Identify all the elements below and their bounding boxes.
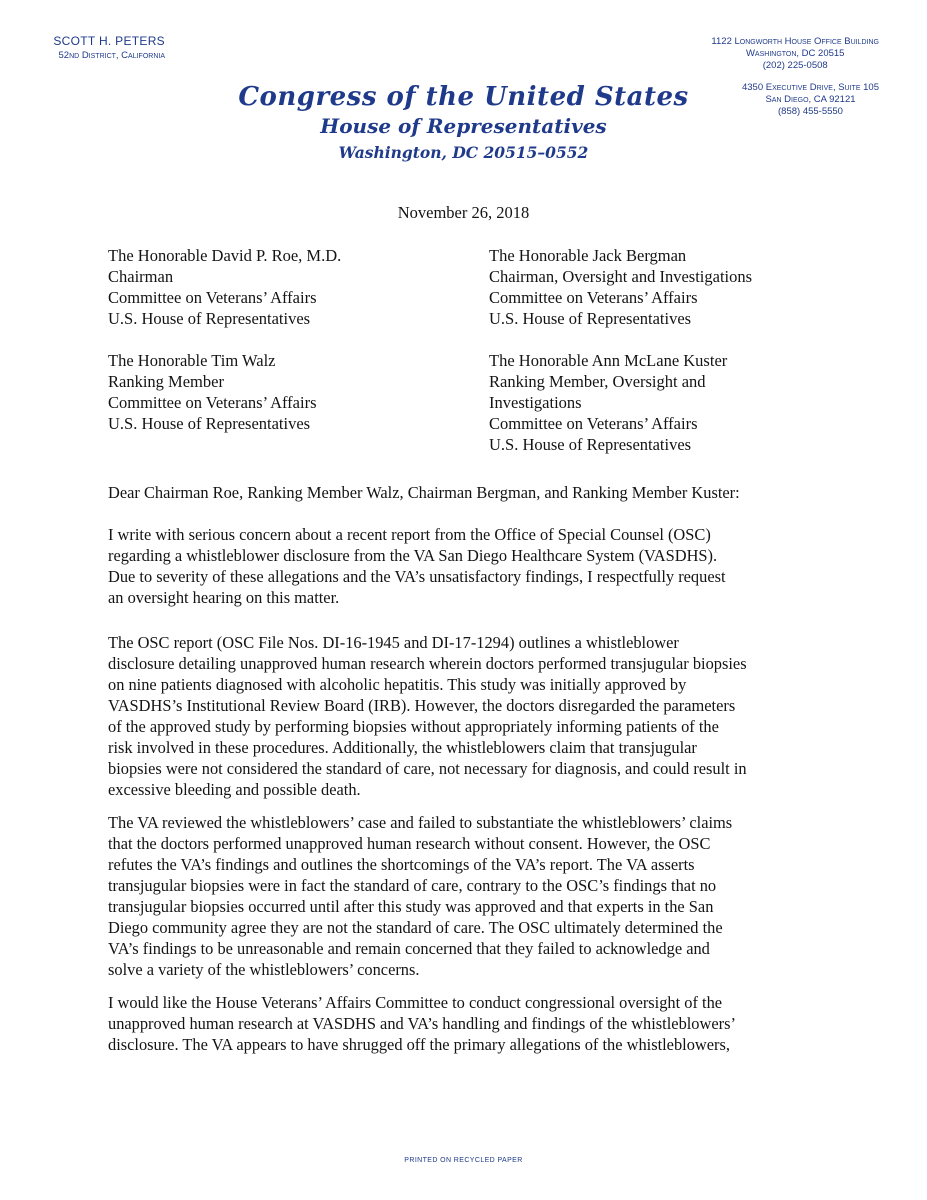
paragraph-line: risk involved in these procedures. Additionally, the whistleblowers claim that transjugular — [108, 738, 697, 757]
addressee-line: Ranking Member, Oversight and — [489, 372, 706, 391]
addressee-kuster — [489, 350, 727, 455]
letterhead-congress: Congress of the United States — [238, 82, 689, 112]
addressee-line: Investigations — [489, 393, 582, 412]
member-name: SCOTT H. PETERS — [53, 34, 165, 48]
letterhead-city: Washington, DC 20515–0552 — [338, 143, 589, 162]
dc-office-line: 1122 Longworth House Office Building — [711, 36, 879, 47]
dc-office-address — [711, 36, 879, 72]
addressee-line: U.S. House of Representatives — [108, 309, 311, 328]
paragraph-line: regarding a whistleblower disclosure from the VA San Diego Healthcare System (VASDHS). — [108, 546, 718, 565]
paragraph-line: refutes the VA’s findings and outlines the shortcomings of the VA’s report. The VA asserts — [108, 855, 695, 874]
paragraph-line: transjugular biopsies were in fact the standard of care, contrary to the OSC’s findings that no — [108, 876, 717, 895]
addressee-line: Committee on Veterans’ Affairs — [108, 393, 317, 412]
addressee-bergman — [489, 245, 752, 329]
paragraph-line: I would like the House Veterans’ Affairs Committee to conduct congressional oversight of the — [108, 993, 723, 1012]
paragraph-line: that the doctors performed unapproved human research without consent. However, the OSC — [108, 834, 711, 853]
letterhead — [0, 82, 927, 162]
paragraph-line: unapproved human research at VASDHS and VA’s handling and findings of the whistleblowers’ — [108, 1014, 736, 1033]
addressee-line: The Honorable David P. Roe, M.D. — [108, 246, 342, 265]
addressee-walz — [108, 350, 317, 434]
addressee-line: U.S. House of Representatives — [489, 309, 692, 328]
district-office-line: San Diego, CA 92121 — [765, 94, 856, 105]
paragraph-line: disclosure. The VA appears to have shrugged off the primary allegations of the whistleblowers, — [108, 1035, 730, 1054]
member-district: 52nd District, California — [58, 50, 165, 61]
paragraph-1 — [108, 524, 828, 608]
paragraph-line: disclosure detailing unapproved human research wherein doctors performed transjugular biopsies — [108, 654, 747, 673]
addressee-line: The Honorable Jack Bergman — [489, 246, 687, 265]
paragraph-line: I write with serious concern about a recent report from the Office of Special Counsel (OSC) — [108, 525, 711, 544]
paragraph-2 — [108, 632, 828, 800]
addressee-line: Chairman, Oversight and Investigations — [489, 267, 753, 286]
addressee-line: Committee on Veterans’ Affairs — [108, 288, 317, 307]
paragraph-line: biopsies were not considered the standard of care, not necessary for diagnosis, and could result in — [108, 759, 747, 778]
paragraph-line: The OSC report (OSC File Nos. DI-16-1945 and DI-17-1294) outlines a whistleblower — [108, 633, 679, 652]
paragraph-line: VASDHS’s Institutional Review Board (IRB). However, the doctors disregarded the parameters — [108, 696, 736, 715]
addressee-line: U.S. House of Representatives — [489, 435, 692, 454]
paragraph-line: of the approved study by performing biopsies without appropriately informing patients of the — [108, 717, 719, 736]
addressee-line: Committee on Veterans’ Affairs — [489, 288, 698, 307]
addressee-line: Committee on Veterans’ Affairs — [489, 414, 698, 433]
paragraph-line: Diego community agree they are not the standard of care. The OSC ultimately determined the — [108, 918, 723, 937]
paragraph-line: an oversight hearing on this matter. — [108, 588, 340, 607]
paragraph-line: transjugular biopsies occurred until after this study was approved and that experts in the San — [108, 897, 714, 916]
member-block — [0, 34, 165, 61]
addressee-line: The Honorable Tim Walz — [108, 351, 276, 370]
salutation: Dear Chairman Roe, Ranking Member Walz, Chairman Bergman, and Ranking Member Kuster: — [108, 483, 740, 502]
dc-office-phone: (202) 225-0508 — [762, 60, 828, 71]
paragraph-line: solve a variety of the whistleblowers’ concerns. — [108, 960, 420, 979]
paragraph-line: The VA reviewed the whistleblowers’ case and failed to substantiate the whistleblowers’ claims — [108, 813, 733, 832]
paragraph-3 — [108, 812, 828, 980]
addressee-line: Chairman — [108, 267, 174, 286]
dc-office-line: Washington, DC 20515 — [745, 48, 845, 59]
letterhead-house: House of Representatives — [320, 114, 607, 138]
paragraph-line: VA’s findings to be unreasonable and remain concerned that they failed to acknowledge and — [108, 939, 710, 958]
paragraph-line: on nine patients diagnosed with alcoholic hepatitis. This study was initially approved by — [108, 675, 687, 694]
addressee-line: U.S. House of Representatives — [108, 414, 311, 433]
letter-date: November 26, 2018 — [397, 203, 530, 222]
district-office-phone: (858) 455-5550 — [778, 106, 843, 117]
addressee-roe — [108, 245, 341, 329]
addressee-line: Ranking Member — [108, 372, 224, 391]
paragraph-4 — [108, 992, 828, 1055]
paragraph-line: Due to severity of these allegations and the VA’s unsatisfactory findings, I respectfully request — [108, 567, 726, 586]
district-office-line: 4350 Executive Drive, Suite 105 — [741, 82, 879, 93]
paragraph-line: excessive bleeding and possible death. — [108, 780, 361, 799]
recycled-paper-footer: PRINTED ON RECYCLED PAPER — [404, 1157, 523, 1164]
addressee-line: The Honorable Ann McLane Kuster — [489, 351, 728, 370]
